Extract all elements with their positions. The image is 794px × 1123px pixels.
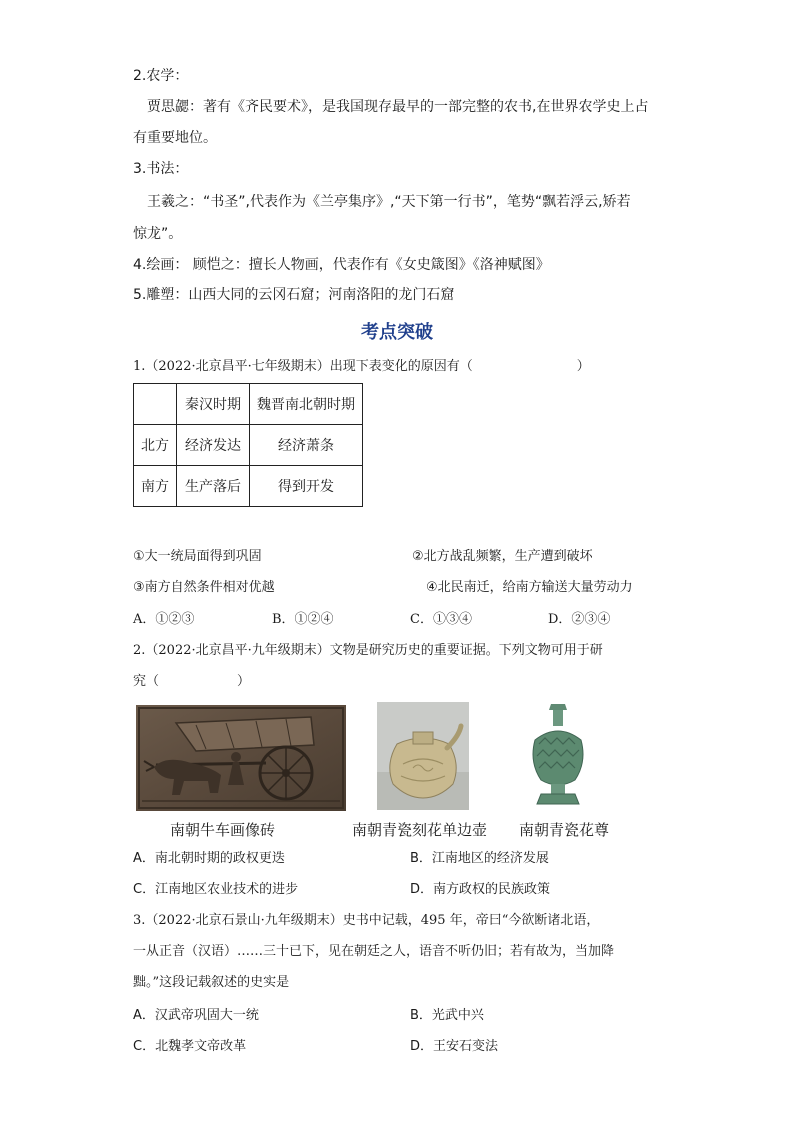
q2-option-a: A．南北朝时期的政权更迭 — [133, 851, 285, 866]
q1-option-b: B．①②④ — [272, 612, 334, 627]
q2-stem-line-1: 2.（2022·北京昌平·九年级期末）文物是研究历史的重要证据。下列文物可用于研 — [133, 643, 603, 658]
table-row — [134, 425, 363, 466]
celadon-pot-caption: 南朝青瓷刻花单边壶 — [352, 821, 488, 839]
section-title: 考点突破 — [361, 322, 433, 343]
q2-option-c: C．江南地区农业技术的进步 — [133, 882, 299, 897]
painting-line: 4.绘画： 顾恺之：擅长人物画，代表作有《女史箴图》《洛神赋图》 — [133, 257, 550, 273]
table-header-cell: 秦汉时期 — [177, 384, 250, 425]
agri-body-line-1: 贾思勰：著有《齐民要术》，是我国现存最早的一部完整的农书,在世界农学史上占 — [147, 99, 649, 115]
q3-stem-line-3: 黜。”这段记载叙述的史实是 — [133, 975, 290, 990]
table-header-cell: 魏晋南北朝时期 — [250, 384, 363, 425]
calli-body-line-1: 王羲之：“书圣”,代表作为《兰亭集序》,“天下第一行书”，笔势“飘若浮云,矫若 — [147, 194, 631, 210]
q1-comparison-table — [133, 383, 363, 507]
q3-option-b: B．光武中兴 — [410, 1008, 484, 1023]
q1-stem: 1.（2022·北京昌平·七年级期末）出现下表变化的原因有（ ） — [133, 359, 590, 374]
sculpture-line: 5.雕塑：山西大同的云冈石窟；河南洛阳的龙门石窟 — [133, 287, 455, 303]
q1-statement-3: ③南方自然条件相对优越 — [133, 580, 275, 595]
celadon-flower-vessel-caption: 南朝青瓷花尊 — [519, 821, 610, 839]
table-row — [134, 384, 363, 425]
q3-stem-line-2: 一从正音（汉语）……三十已下，见在朝廷之人，语音不听仍旧；若有故为，当加降 — [133, 944, 615, 959]
table-cell: 北方 — [134, 425, 177, 466]
q1-statement-4: ④北民南迁，给南方输送大量劳动力 — [426, 580, 633, 595]
q3-stem-line-1: 3.（2022·北京石景山·九年级期末）史书中记载，495 年，帝曰“今欲断诸北语， — [133, 913, 600, 928]
q1-option-c: C．①③④ — [410, 612, 472, 627]
ox-cart-brick-image — [136, 705, 346, 811]
q2-option-d: D．南方政权的民族政策 — [410, 882, 551, 897]
q2-stem-line-2: 究（ ） — [133, 674, 251, 689]
calli-body-line-2: 惊龙”。 — [133, 226, 183, 242]
q1-option-a: A．①②③ — [133, 612, 195, 627]
q1-statement-2: ②北方战乱频繁，生产遭到破坏 — [412, 549, 593, 564]
calli-heading: 3.书法： — [133, 161, 189, 177]
q2-option-b: B．江南地区的经济发展 — [410, 851, 549, 866]
table-header-cell — [134, 384, 177, 425]
q3-option-a: A．汉武帝巩固大一统 — [133, 1008, 259, 1023]
table-cell: 生产落后 — [177, 466, 250, 507]
q1-statement-1: ①大一统局面得到巩固 — [133, 549, 262, 564]
agri-heading: 2.农学： — [133, 68, 189, 84]
q1-option-d: D．②③④ — [548, 612, 611, 627]
agri-body-line-2: 有重要地位。 — [133, 130, 217, 146]
q3-option-c: C．北魏孝文帝改革 — [133, 1039, 247, 1054]
table-cell: 经济萧条 — [250, 425, 363, 466]
table-row — [134, 466, 363, 507]
table-cell: 南方 — [134, 466, 177, 507]
celadon-pot-image — [377, 702, 469, 810]
q3-option-d: D．王安石变法 — [410, 1039, 499, 1054]
ox-cart-brick-caption: 南朝牛车画像砖 — [170, 821, 276, 839]
table-cell: 得到开发 — [250, 466, 363, 507]
table-cell: 经济发达 — [177, 425, 250, 466]
celadon-flower-vessel-image — [525, 700, 591, 812]
